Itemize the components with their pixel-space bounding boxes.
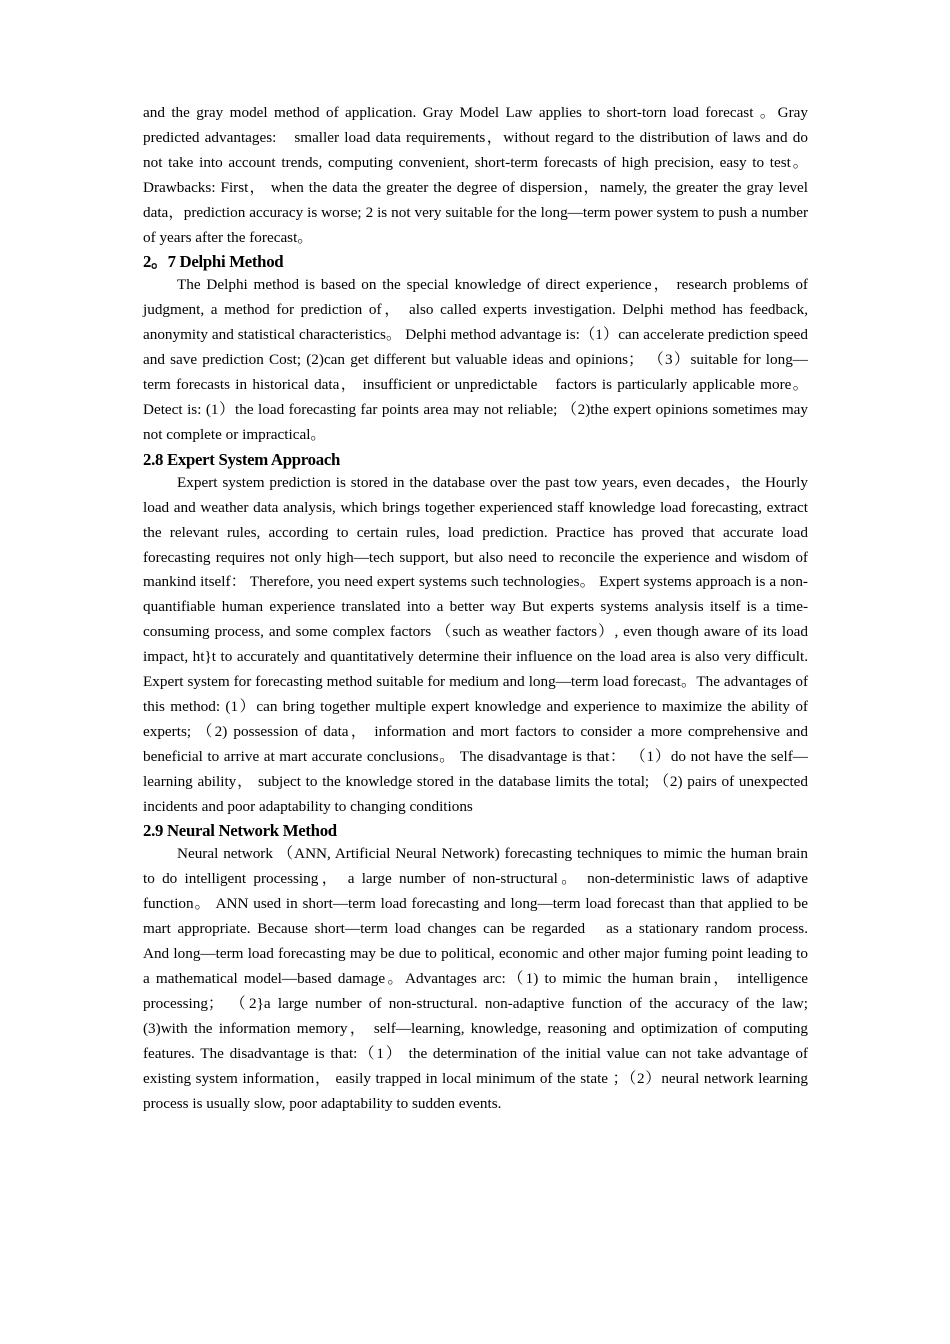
document-page xyxy=(143,101,824,1116)
paragraph-neural-network: Neural network （ANN, Artificial Neural Network) forecasting techniques to mimic the human brain to do intelligent processing， a large number of non-structural。 non-deterministic laws of adaptive function。 ANN used in short—term load forecasting and long—term load forecast than that applied to be mart appropriate. Because short—term load changes can be regarded as a stationary random process. And long—term load forecasting may be due to political, economic and other major fuming point leading to a mathematical model—based damage。Advantages arc:（1) to mimic the human brain， intelligence processing； （2}a large number of non-structural. non-adaptive function of the accuracy of the law; (3)with the information memory， self—learning, knowledge, reasoning and optimization of computing features. The disadvantage is that:（1） the determination of the initial value can not take advantage of existing system information， easily trapped in local minimum of the state ；（2）neural network learning process is usually slow, poor adaptability to sudden events. xyxy=(143,845,824,1112)
section-heading-delphi-method: 2。7 Delphi Method xyxy=(143,252,284,272)
paragraph-gray-model-continued: and the gray model method of application. Gray Model Law applies to short-torn load forecast 。Gray predicted advantages: smaller load data requirements，without regard to the distribution of laws and do not take into account trends, computing convenient, short-term forecasts of high precision, easy to test。 Drawbacks: First， when the data the greater the degree of dispersion，namely, the greater the gray level data，prediction accuracy is worse; 2 is not very suitable for the long—term power system to push a number of years after the forecast。 xyxy=(143,104,808,246)
paragraph-delphi-method: The Delphi method is based on the special knowledge of direct experience， research problems of judgment, a method for prediction of， also called experts investigation. Delphi method has feedback, anonymity and statistical characteristics。 Delphi method advantage is:（1）can accelerate prediction speed and save prediction Cost; (2)can get different but valuable ideas and opinions； （3）suitable for long—term forecasts in historical data， insufficient or unpredictable factors is particularly applicable more。 Detect is: (1）the load forecasting far points area may not reliable; （2)the expert opinions sometimes may not complete or impractical。 xyxy=(143,276,808,443)
paragraph-expert-system: Expert system prediction is stored in the database over the past tow years, even decades，the Hourly load and weather data analysis, which brings together experienced staff knowledge load forecasting, extract the relevant rules, according to certain rules, load prediction. Practice has proved that accurate load forecasting requires not only high—tech support, but also need to reconcile the experience and wisdom of mankind itself： Therefore, you need expert systems such technologies。 Expert systems approach is a non-quantifiable human experience translated into a better way But experts systems analysis itself is a time-consuming process, and some complex factors （such as weather factors）, even though aware of its load impact, ht}t to accurately and quantitatively determine their influence on the load area is also very difficult. Expert system for forecasting method suitable for medium and long—term load forecast。The advantages of this method: (1）can bring together multiple expert knowledge and experience to maximize the ability of experts; （2) possession of data， information and mort factors to consider a more comprehensive and beneficial to arrive at mart accurate conclusions。 The disadvantage is that： （1）do not have the self—learning ability， subject to the knowledge stored in the database limits the total; （2) pairs of unexpected incidents and poor adaptability to changing conditions xyxy=(143,473,808,815)
section-heading-neural-network: 2.9 Neural Network Method xyxy=(143,821,337,841)
section-heading-expert-system: 2.8 Expert System Approach xyxy=(143,449,340,469)
